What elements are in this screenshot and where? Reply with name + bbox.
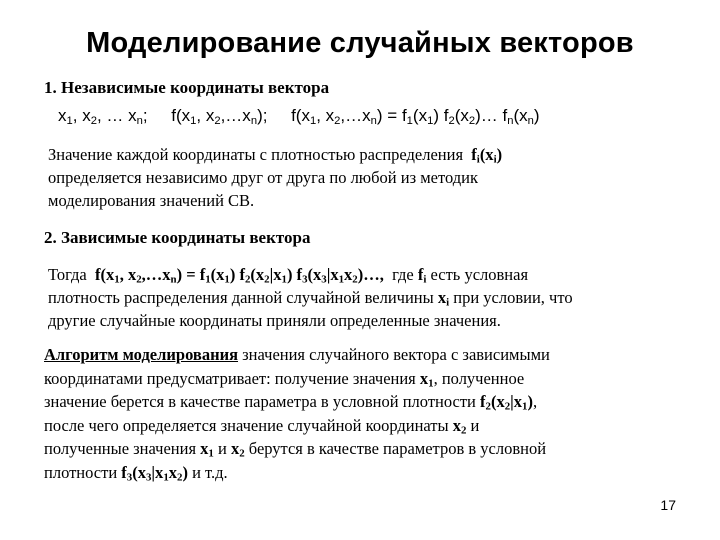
page-number: 17: [660, 497, 676, 513]
section1-paragraph: [48, 143, 688, 212]
paragraph-line: другие случайные координаты приняли определенные значения.: [48, 311, 501, 330]
formula-fi: $f_i(x_i)$: [471, 145, 503, 166]
section2-paragraph: [48, 263, 703, 332]
section1-heading: 1. Независимые координаты вектора: [44, 78, 330, 97]
paragraph-line: после чего определяется значение случайной координаты $x_2$ и: [44, 415, 480, 437]
paragraph-line: плотность распределения данной случайной величины $x_i$ при условии, что: [48, 288, 573, 309]
formula-density: $f(x_1$, $x_2,\dots x_n$);: [171, 106, 268, 127]
formula-coordinates: $x_1$, $x_2$, … $x_n$;: [58, 106, 148, 127]
algorithm-heading: Алгоритм моделирования: [44, 345, 239, 364]
section2-heading: 2. Зависимые координаты вектора: [44, 228, 311, 247]
paragraph-line: плотности $f_3(x_3|x_1x_2)$ и т.д.: [44, 462, 228, 484]
formula-fi: $f_i$: [417, 265, 427, 286]
paragraph-line: полученные значения $x_1$ и $x_2$ берутся в качестве параметров в условной: [44, 439, 547, 460]
formula-conditional: $f(x_1$, $x_2,\dots x_n) = f_1(x_1)$ $f_2(x_2|x_1)$ $f_3(x_3|x_1x_2)\dots$,: [95, 265, 384, 286]
paragraph-line: определяется независимо друг от друга по любой из методик: [48, 168, 478, 187]
algorithm-paragraph: [44, 343, 694, 484]
paragraph-line: Значение каждой координаты с плотностью распределения $f_i(x_i)$: [48, 145, 503, 166]
section1-formula-line: [58, 106, 698, 126]
slide-title: Моделирование случайных векторов: [86, 27, 634, 59]
paragraph-line: координатами предусматривает: получение значения $x_1$, полученное: [44, 368, 525, 390]
formula-product: $f(x_1$, $x_2,\dots x_n) = f_1(x_1)$ $f_2(x_2)\dots$ $f_n(x_n)$: [291, 106, 540, 127]
paragraph-line: моделирования значений СВ.: [48, 191, 255, 210]
paragraph-line: значение берется в качестве параметра в условной плотности $f_2(x_2|x_1)$,: [44, 392, 538, 413]
paragraph-line: Тогда $f(x_1$, $x_2,\dots x_n) = f_1(x_1)$ $f_2(x_2|x_1)$ $f_3(x_3|x_1x_2)\dots$, где $f_i$ есть условная: [48, 265, 529, 286]
formula-xi: $x_i$: [437, 288, 450, 309]
paragraph-line: Алгоритм моделирования значения случайного вектора с зависимыми: [44, 345, 550, 364]
